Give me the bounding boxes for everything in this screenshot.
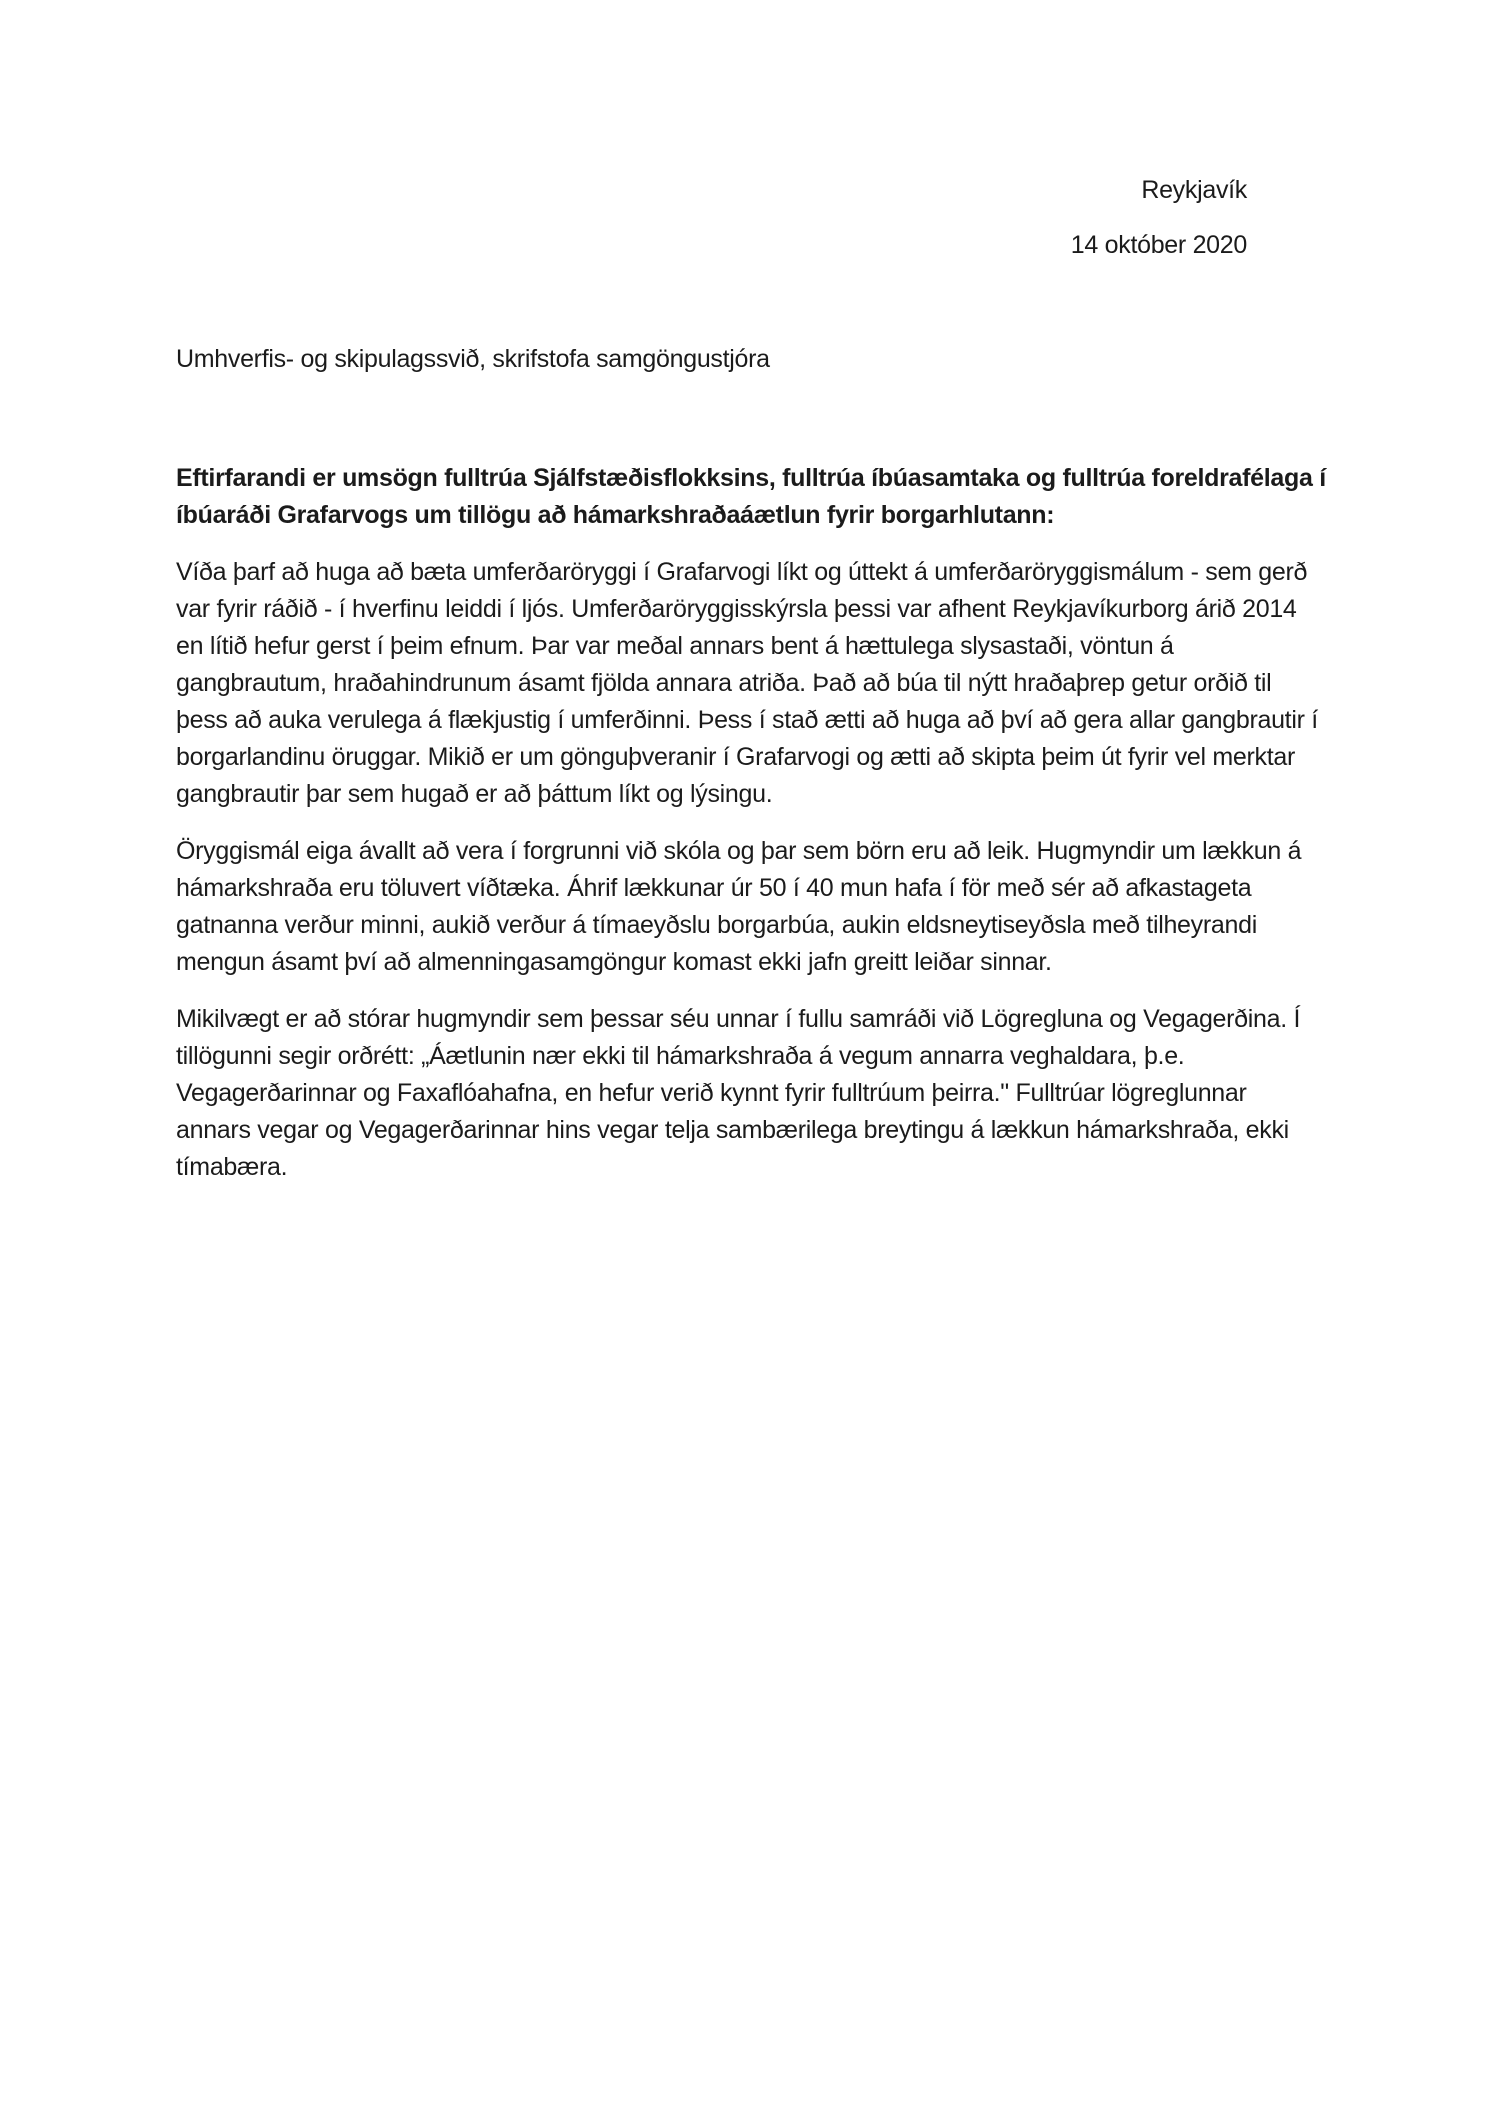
- paragraph-speed-reduction-effects: Öryggismál eiga ávallt að vera í forgrunni við skóla og þar sem börn eru að leik. Hugmyndir um lækkun á hámarkshraða eru töluvert víðtæka. Áhrif lækkunar úr 50 í 40 mun hafa í för með sér að afkastageta gatnanna verður minni, aukið verður á tímaeyðslu borgarbúa, aukin eldsneytiseyðsla með tilheyrandi mengun ásamt því að almenningasamgöngur komast ekki jafn greitt leiðar sinnar.: [176, 837, 1302, 976]
- recipient-line: Umhverfis- og skipulagssvið, skrifstofa samgöngustjóra: [176, 345, 770, 373]
- paragraph-traffic-safety: Víða þarf að huga að bæta umferðaröryggi í Grafarvogi líkt og úttekt á umferðaröryggismálum - sem gerð var fyrir ráðið - í hverfinu leiddi í ljós. Umferðaröryggisskýrsla þessi var afhent Reykjavíkurborg árið 2014 en lítið hefur gerst í þeim efnum. Þar var meðal annars bent á hættulega slysastaði, vöntun á gangbrautum, hraðahindrunum ásamt fjölda annara atriða. Það að búa til nýtt hraðaþrep getur orðið til þess að auka verulega á flækjustig í umferðinni. Þess í stað ætti að huga að því að gera allar gangbrautir í borgarlandinu öruggar. Mikið er um gönguþveranir í Grafarvogi og ætti að skipta þeim út fyrir vel merktar gangbrautir þar sem hugað er að þáttum líkt og lýsingu.: [176, 558, 1318, 808]
- statement-heading: Eftirfarandi er umsögn fulltrúa Sjálfstæðisflokksins, fulltrúa íbúasamtaka og fulltrúa foreldrafélaga í íbúaráði Grafarvogs um tillögu að hámarkshraðaáætlun fyrir borgarhlutann:: [176, 464, 1326, 529]
- letterhead-place: Reykjavík: [1141, 176, 1247, 204]
- letterhead: [0, 0, 1500, 264]
- letterhead-date: 14 október 2020: [1070, 231, 1247, 259]
- paragraph-consultation-authorities: Mikilvægt er að stórar hugmyndir sem þessar séu unnar í fullu samráði við Lögregluna og Vegagerðina. Í tillögunni segir orðrétt: „Áætlunin nær ekki til hámarkshraða á vegum annarra veghaldara, þ.e. Vegagerðarinnar og Faxaflóahafna, en hefur verið kynnt fyrir fulltrúum þeirra." Fulltrúar lögreglunnar annars vegar og Vegagerðarinnar hins vegar telja sambærilega breytingu á lækkun hámarkshraða, ekki tímabæra.: [176, 1005, 1301, 1181]
